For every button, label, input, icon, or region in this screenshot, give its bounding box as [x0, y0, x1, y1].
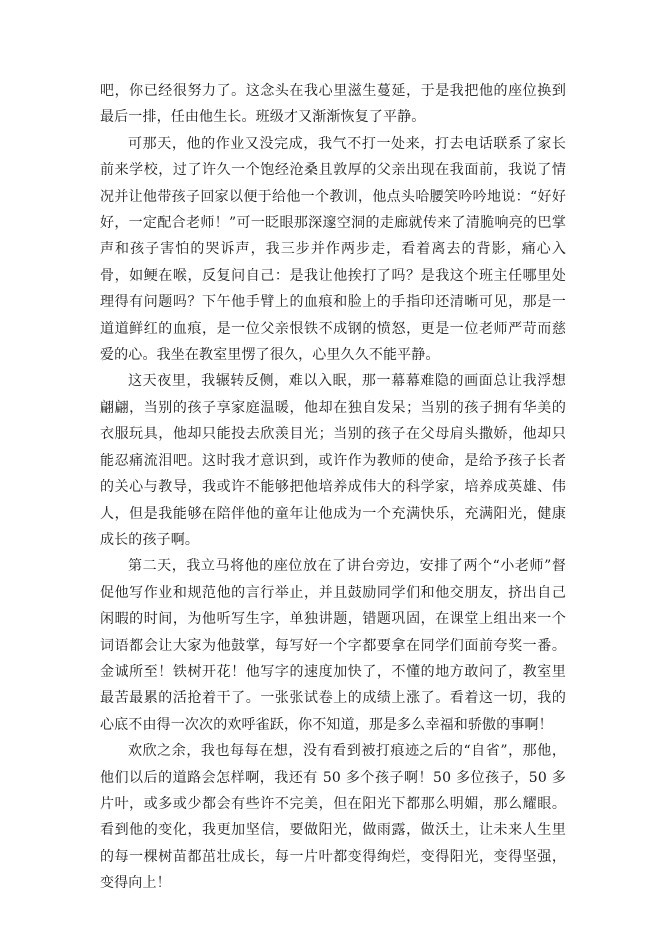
paragraph-2: 可那天，他的作业又没完成，我气不打一处来，打去电话联系了家长前来学校，过了许久一个饱经沧桑且敦厚的父亲出现在我面前，我说了情况并让他带孩子回家以便于给他一个教训，他点头哈腰笑吟吟地说：“好好好，一定配合老师！”可一眨眼那深邃空洞的走廊就传来了清脆响亮的巴掌声和孩子害怕的哭诉声，我三步并作两步走，看着离去的背影，痛心入骨，如鲠在喉，反复问自己：是我让他挨打了吗？是我这个班主任哪里处理得有问题吗？下午他手臂上的血痕和脸上的手指印还清晰可见，那是一道道鲜红的血痕，是一位父亲恨铁不成钢的愤怒，更是一位老师严苛而慈爱的心。我坐在教室里愣了很久，心里久久不能平静。: [100, 135, 566, 364]
document-page: [100, 78, 566, 897]
paragraph-3: 这天夜里，我辗转反侧，难以入眠，那一幕幕难隐的画面总让我浮想翩翩，当别的孩子享家庭温暖，他却在独自发呆；当别的孩子拥有华美的衣服玩具，他却只能投去欣羡目光；当别的孩子在父母肩头撒娇，他却只能忍痛流泪吧。这时我才意识到，或许作为教师的使命，是给予孩子长者的关心与教导，我或许不能够把他培养成伟大的科学家，培养成英雄、伟人，但是我能够在陪伴他的童年让他成为一个充满快乐，充满阳光，健康成长的孩子啊。: [100, 373, 566, 548]
paragraph-4: 第二天，我立马将他的座位放在了讲台旁边，安排了两个“小老师”督促他写作业和规范他的言行举止，并且鼓励同学们和他交朋友，挤出自己闲暇的时间，为他听写生字，单独讲题，错题巩固，在课堂上组出来一个词语都会让大家为他鼓掌，每写好一个字都要拿在同学们面前夸奖一番。金诚所至！铁树开花！他写字的速度加快了，不懂的地方敢问了，教室里最苦最累的活抢着干了。一张张试卷上的成绩上涨了。看着这一切，我的心底不由得一次次的欢呼雀跃，你不知道，那是多么幸福和骄傲的事啊！: [100, 558, 566, 733]
paragraph-5: 欢欣之余，我也每每在想，没有看到被打痕迹之后的“自省”，那他，他们以后的道路会怎样啊，我还有 50 多个孩子啊！50 多位孩子，50 多片叶，或多或少都会有些许不完美，但在阳光下都那么明媚，那么耀眼。看到他的变化，我更加坚信，要做阳光，做雨露，做沃土，让未来人生里的每一棵树苗都茁壮成长，每一片叶都变得绚烂，变得阳光，变得坚强，变得向上！: [100, 743, 566, 892]
paragraph-1: 吧，你已经很努力了。这念头在我心里滋生蔓延，于是我把他的座位换到最后一排，任由他生长。班级才又渐渐恢复了平静。: [100, 83, 566, 126]
